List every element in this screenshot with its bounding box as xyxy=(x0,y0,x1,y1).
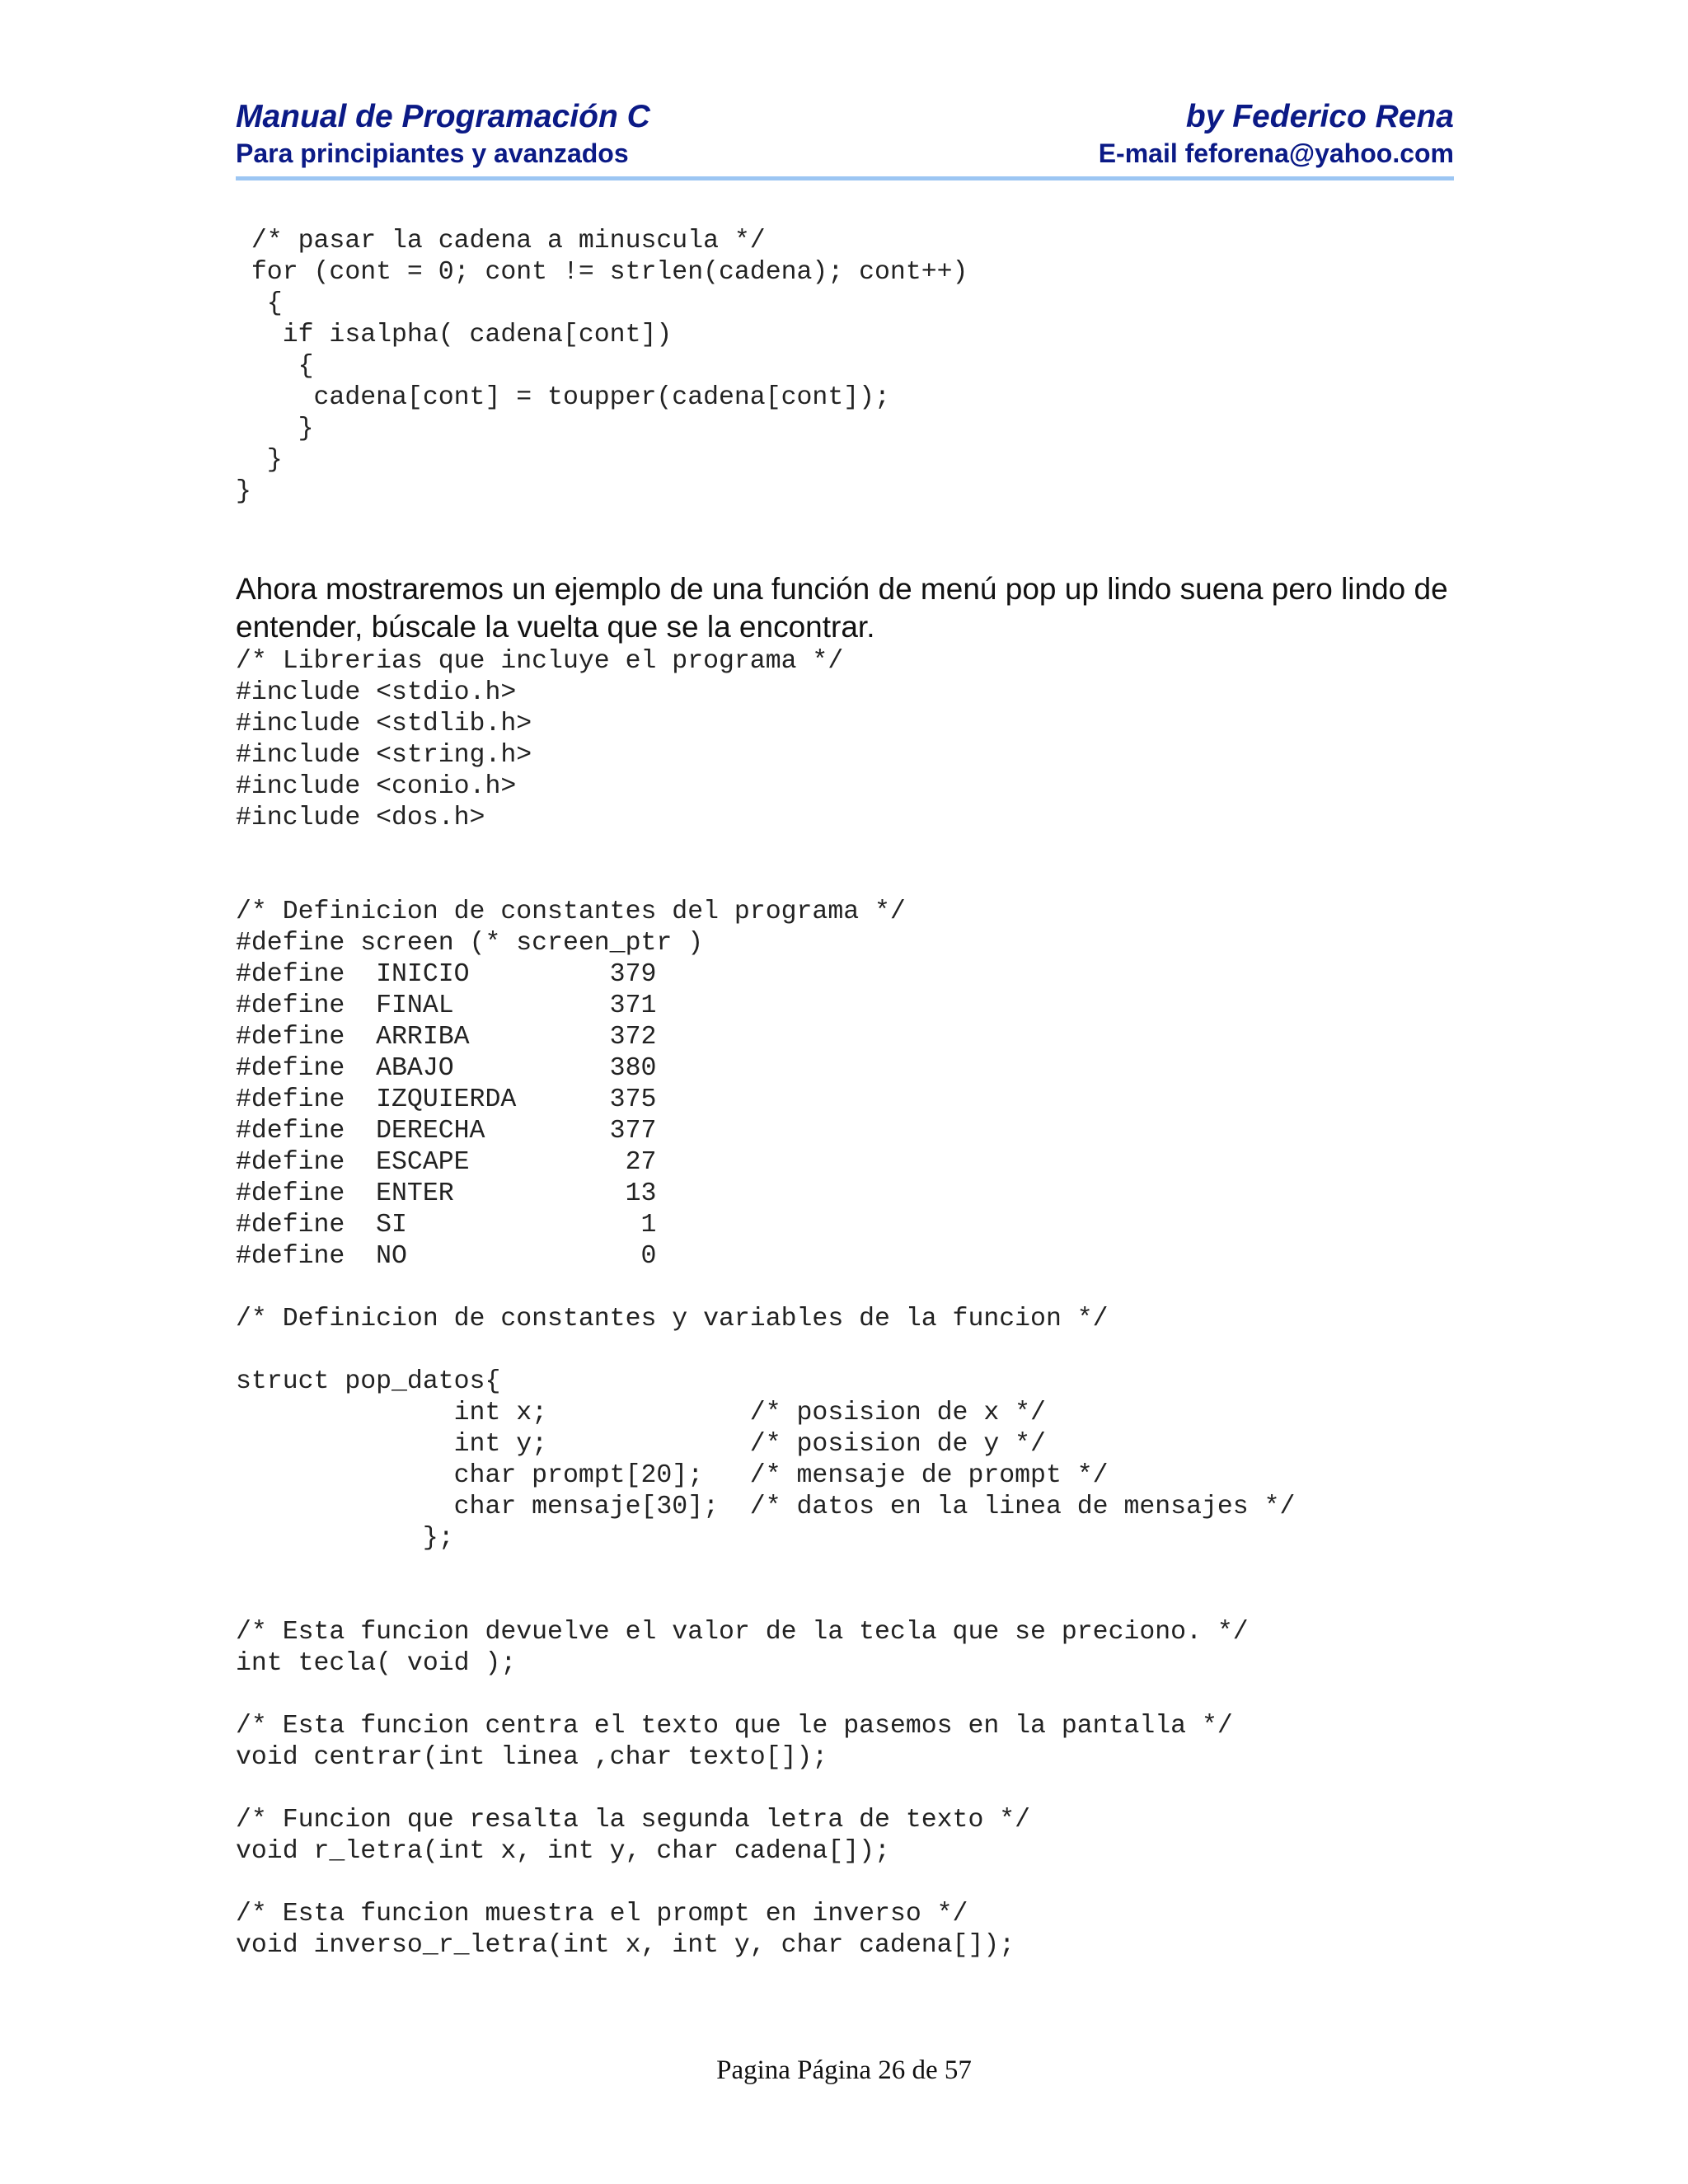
header-row-top xyxy=(236,97,1454,137)
page-number: Pagina Página 26 de 57 xyxy=(716,2055,972,2085)
author-email: E-mail feforena@yahoo.com xyxy=(1098,138,1454,168)
document-author: by Federico Rena xyxy=(1185,99,1454,134)
code-block-popup-menu: /* Librerias que incluye el programa */ #include <stdio.h> #include <stdlib.h> #include <string.h> #include <conio.h> #include <dos.h> /* Definicion de constantes del programa */ #define screen (* screen_ptr ) #define INICIO 379 #define FINAL 371 #define ARRIBA 372 #define ABAJO 380 #define IZQUIERDA 375 #define DERECHA 377 #define ESCAPE 27 #define ENTER 13 #define SI 1 #define NO 0 /* Definicion de constantes y variables de la funcion */ struct pop_datos{ int x; /* posision de x */ int y; /* posision de y */ char prompt[20]; /* mensaje de prompt */ char mensaje[30]; /* datos en la linea de mensajes */ }; /* Esta funcion devuelve el valor de la tecla que se preciono. */ int tecla( void ); /* Esta funcion centra el texto que le pasemos en la pantalla */ void centrar(int linea ,char texto[]); /* Funcion que resalta la segunda letra de texto */ void r_letra(int x, int y, char cadena[]); /* Esta funcion muestra el prompt en inverso */ void inverso_r_letra(int x, int y, char cadena[]); xyxy=(236,647,1296,1960)
code-block-uppercase-loop: /* pasar la cadena a minuscula */ for (cont = 0; cont != strlen(cadena); cont++) { if isalpha( cadena[cont]) { cadena[cont] = toupper(cadena[cont]); } } } xyxy=(236,227,968,506)
document-title: Manual de Programación C xyxy=(236,99,650,134)
intro-paragraph: Ahora mostraremos un ejemplo de una función de menú pop up lindo suena pero lindo de entender, búscale la vuelta que se la encontrar. xyxy=(236,572,1448,644)
document-subtitle: Para principiantes y avanzados xyxy=(236,138,629,168)
header-divider xyxy=(236,176,1454,180)
page-header xyxy=(236,97,1454,170)
header-row-bottom xyxy=(236,137,1454,170)
